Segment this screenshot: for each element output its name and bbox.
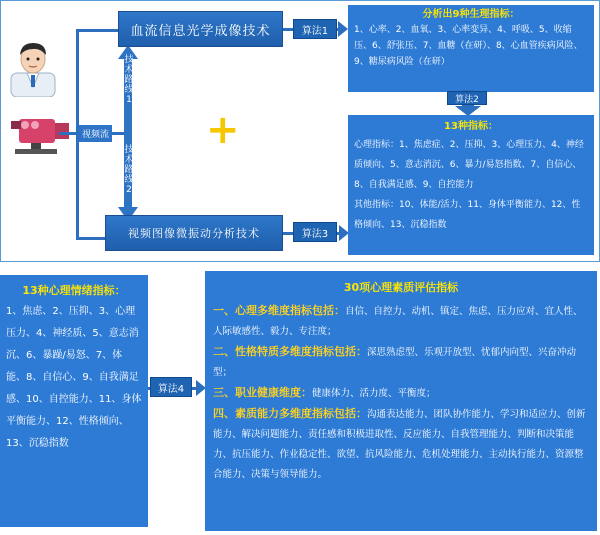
- bottom-panel: [0, 267, 600, 535]
- psych13-indicators-box: [348, 115, 594, 255]
- plus-sign: +: [206, 107, 240, 153]
- psych13-line2: 其他指标：10、体能/活力、11、身体平衡能力、12、性格倾向、13、沉稳指数: [354, 200, 581, 230]
- algo3-tag: 算法3: [293, 222, 337, 242]
- vibration-analysis-box: [105, 215, 283, 251]
- algo1-tag: 算法1: [293, 19, 337, 39]
- section-psych: [213, 301, 589, 342]
- section-health: [213, 383, 589, 404]
- physio-indicators-box: [348, 5, 594, 92]
- assessment30-heading: 30项心理素质评估指标: [343, 281, 459, 294]
- connector-bottom: [76, 237, 106, 240]
- video-camera-icon: [5, 111, 73, 163]
- assessment30-box: [205, 271, 597, 531]
- video-stream-label: 视频流: [79, 125, 112, 142]
- vibration-analysis-title: 视频图像微振动分析技术: [128, 227, 260, 240]
- psych13-heading: 13种指标：: [444, 121, 498, 132]
- emotion13-box: [0, 275, 148, 527]
- section-psych-label: 一、心理多维度指标包括：: [213, 304, 345, 317]
- optical-imaging-title: 血流信息光学成像技术: [130, 23, 271, 39]
- algo2-tag: 算法2: [447, 91, 487, 105]
- section-personality-label: 二、性格特质多维度指标包括：: [213, 345, 367, 358]
- algo4-tag: 算法4: [150, 377, 192, 397]
- section-health-text: 健康体力、活力度、平衡度；: [312, 388, 436, 399]
- route2-label: 技术路线2: [124, 145, 134, 195]
- section-ability: [213, 404, 589, 485]
- section-ability-label: 四、素质能力多维度指标包括：: [213, 407, 367, 420]
- emotion13-text: 1、焦虑、2、压抑、3、心理压力、4、神经质、5、意志消沉、6、暴躁/易怒、7、体能、8、自信心、9、自我满足感、10、自控能力、11、身体平衡能力、12、性格倾向、13、沉稳指数: [6, 306, 142, 449]
- top-panel: [0, 0, 600, 262]
- connector-top: [76, 29, 118, 32]
- section-ability-text: 沟通表达能力、团队协作能力、学习和适应力、创新能力、解决问题能力、责任感和积极进取性、反应能力、自我管理能力、判断和决策能力、抗压能力、作业稳定性、欲望、抗风险能力、危机处理能力、主动执行能力、资源整合能力、决策与领导能力。: [213, 409, 586, 480]
- section-psych-text: 自信、自控力、动机、镇定、焦虑、压力应对、宜人性、人际敏感性、毅力、专注度；: [213, 306, 583, 337]
- connector-stream: [59, 132, 79, 135]
- physio-heading: 分析出9种生理指标：: [422, 9, 520, 20]
- route1-label: 技术路线1: [124, 55, 134, 105]
- psych13-line1: 心理指标：1、焦虑症、2、压抑、3、心理压力、4、神经质倾向、5、意志消沉、6、暴力/易怒指数、7、自信心、8、自我满足感、9、自控能力: [354, 140, 584, 190]
- doctor-avatar-icon: [7, 39, 59, 97]
- algo1-arrowhead-icon: [338, 21, 348, 37]
- section-personality-text: 深思熟虑型、乐观开放型、忧郁内向型、兴奋冲动型；: [213, 347, 577, 378]
- physio-text: 1、心率、2、血氧、3、心率变异、4、呼吸、5、收缩压、6、舒张压、7、血糖（在研）、8、心血管疾病风险、9、糖尿病风险（在研）: [354, 25, 583, 67]
- emotion13-heading: 13种心理情绪指标：: [22, 284, 126, 297]
- section-health-label: 三、职业健康维度：: [213, 386, 312, 399]
- optical-imaging-box: [118, 11, 283, 47]
- section-personality: [213, 342, 589, 383]
